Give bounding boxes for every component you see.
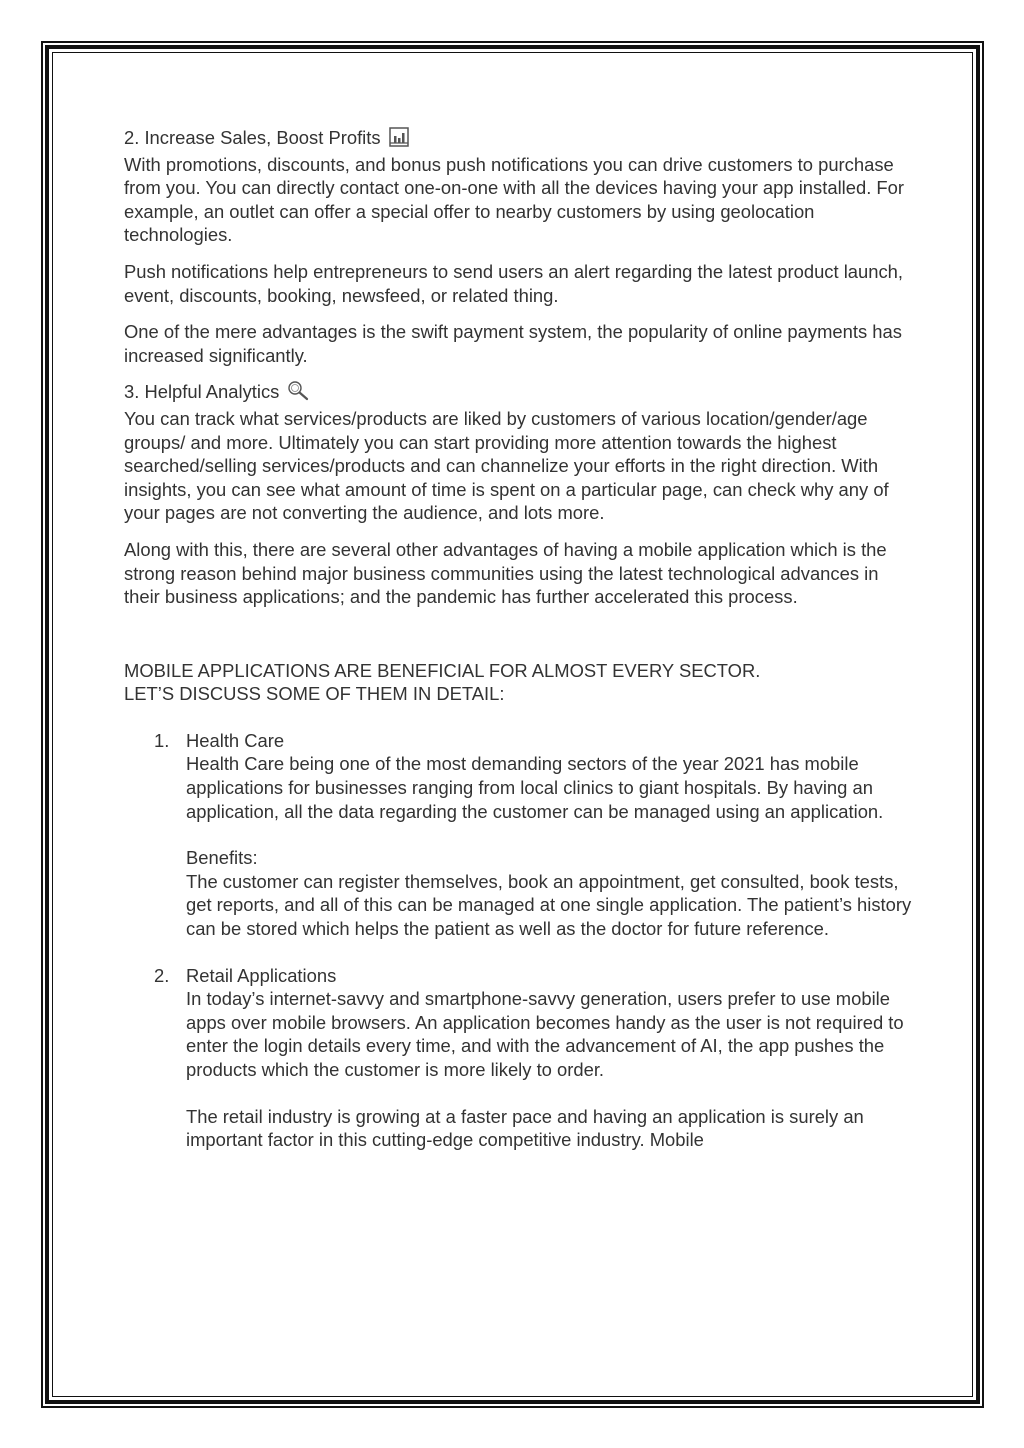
list-item-sub-body: The customer can register themselves, book an appointment, get consulted, book tests, get reports, and all of this can be managed at one single application. The patient’s history can be stored which helps the patient as well as the doctor for future reference. xyxy=(186,870,912,940)
list-item-sub-body: The retail industry is growing at a faster pace and having an application is surely an important factor in this cutting-edge competitive industry. Mobile xyxy=(186,1105,864,1151)
sales-heading-line xyxy=(124,126,914,153)
analytics-heading-line xyxy=(124,380,914,407)
sales-heading: 2. Increase Sales, Boost Profits xyxy=(124,127,381,148)
analytics-heading: 3. Helpful Analytics xyxy=(124,381,280,403)
sales-paragraph-1: With promotions, discounts, and bonus push notifications you can drive customers to purchase from you. You can directly contact one-on-one with all the devices having your app installed. For example, an outlet can offer a special offer to nearby customers by using geolocation technologies. xyxy=(124,153,905,246)
sales-paragraph-3: One of the mere advantages is the swift payment system, the popularity of online payments has increased significantly. xyxy=(124,321,902,366)
list-item-number: 2. xyxy=(154,964,170,986)
list-item-number: 1. xyxy=(154,729,170,751)
sectors-list xyxy=(124,729,914,1152)
sectors-title xyxy=(124,659,914,706)
list-item xyxy=(124,964,914,1152)
bar-chart-icon xyxy=(389,127,409,153)
analytics-paragraph-2: Along with this, there are several other advantages of having a mobile application which is the strong reason behind major business communities using the latest technological advances in their business applications; and the pandemic has further accelerated this process. xyxy=(124,538,887,608)
list-item-body: Health Care being one of the most demanding sectors of the year 2021 has mobile applications for businesses ranging from local clinics to giant hospitals. By having an application, all the data regarding the customer can be managed using an application. xyxy=(186,753,884,822)
list-item-body: In today’s internet-savvy and smartphone-savvy generation, users prefer to use mobile apps over mobile browsers. An application becomes handy as the user is not required to enter the login details every time, and with the advancement of AI, the app pushes the products which the customer is more likely to order. xyxy=(186,988,904,1080)
list-item xyxy=(124,729,914,941)
magnifier-icon xyxy=(287,381,309,407)
list-item-title: Health Care xyxy=(186,729,285,751)
sectors-title-line-2: LET’S DISCUSS SOME OF THEM IN DETAIL: xyxy=(124,683,505,705)
sectors-title-line-1: MOBILE APPLICATIONS ARE BENEFICIAL FOR ALMOST EVERY SECTOR. xyxy=(124,659,761,681)
sales-section xyxy=(124,126,914,367)
list-item-sub-label: Benefits: xyxy=(186,847,258,869)
document-body xyxy=(124,126,914,1175)
sales-paragraph-2: Push notifications help entrepreneurs to send users an alert regarding the latest product launch, event, discounts, booking, newsfeed, or related thing. xyxy=(124,260,904,306)
list-item-title: Retail Applications xyxy=(186,964,337,986)
analytics-paragraph-1: You can track what services/products are liked by customers of various location/gender/age groups/ and more. Ultimately you can start providing more attention towards the highest searched/selling services/products and can channelize your efforts in the right direction. With insights, you can see what amount of time is spent on a particular page, can check why any of your pages are not converting the audience, and lots more. xyxy=(124,407,889,524)
analytics-section xyxy=(124,380,914,608)
